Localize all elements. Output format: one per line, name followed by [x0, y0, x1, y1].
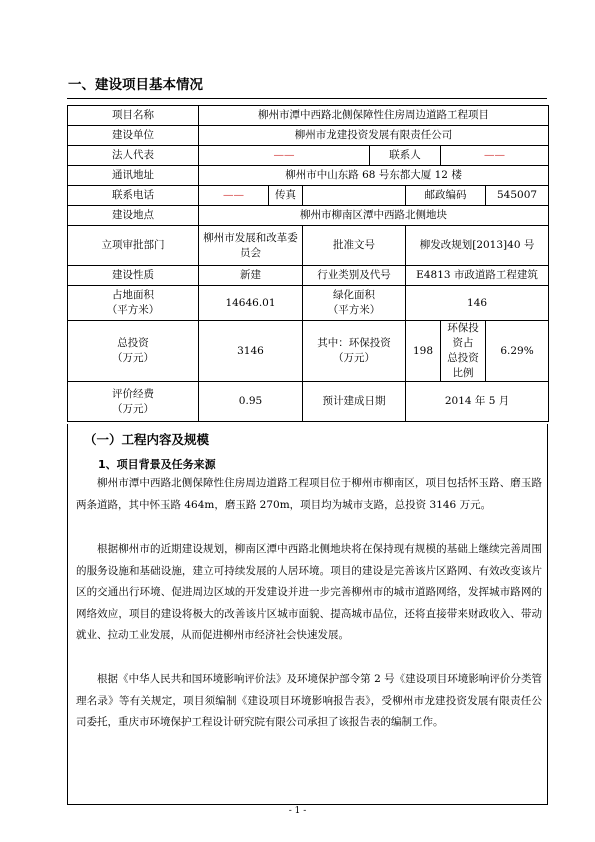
section-heading: （一）工程内容及规模 — [84, 432, 210, 447]
value-address: 柳州市中山东路 68 号东都大厦 12 楼 — [199, 166, 549, 186]
value-postcode: 545007 — [486, 186, 549, 206]
value-land-area: 14646.01 — [199, 286, 303, 321]
row-phone — [68, 186, 549, 206]
value-fax — [303, 186, 406, 206]
label-legal-rep: 法人代表 — [68, 146, 199, 166]
label-approval-no: 批准文号 — [303, 226, 406, 266]
label-fax: 传真 — [269, 186, 303, 206]
label-contact: 联系人 — [370, 146, 441, 166]
label-completion-date: 预计建成日期 — [303, 382, 406, 422]
label-env-ratio — [441, 321, 486, 382]
row-investment — [68, 321, 549, 382]
label-env-investment-b: （万元） — [333, 352, 375, 364]
label-env-investment — [303, 321, 406, 382]
label-eval-fee-a: 评价经费 — [112, 387, 154, 400]
row-address — [68, 166, 549, 186]
label-total-investment-b: （万元） — [112, 352, 154, 364]
page-number: - 1 - — [288, 806, 307, 816]
subsection-heading: 1、项目背景及任务来源 — [98, 458, 216, 471]
row-legal-rep — [68, 146, 549, 166]
value-contact: —— — [441, 146, 549, 166]
label-land-area-a: 占地面积 — [112, 289, 154, 301]
value-approval-no: 柳发改规划[2013]40 号 — [406, 226, 549, 266]
label-industry: 行业类别及代号 — [303, 266, 406, 286]
label-builder: 建设单位 — [68, 126, 199, 146]
paragraph-1: 柳州市潭中西路北侧保障性住房周边道路工程项目位于柳州市柳南区，项目包括怀玉路、磨玉路两条道路，其中怀玉路 464m，磨玉路 270m，项目均为城市支路，总投资 3146 万元。 — [76, 477, 542, 511]
value-green-area: 146 — [406, 286, 549, 321]
label-env-investment-a: 其中：环保投资 — [317, 337, 391, 349]
label-green-area-b: （平方米） — [327, 304, 381, 316]
value-nature: 新建 — [199, 266, 303, 286]
row-area — [68, 286, 549, 321]
row-location — [68, 206, 549, 226]
label-approval-dept: 立项审批部门 — [68, 226, 199, 266]
label-postcode: 邮政编码 — [406, 186, 486, 206]
label-green-area — [303, 286, 406, 321]
value-approval-dept: 柳州市发展和改革委员会 — [199, 226, 303, 266]
label-env-ratio-b: 总投资比例 — [447, 352, 479, 379]
row-approval — [68, 226, 549, 266]
value-industry: E4813 市政道路工程建筑 — [406, 266, 549, 286]
label-eval-fee — [68, 382, 199, 422]
row-builder — [68, 126, 549, 146]
label-total-investment — [68, 321, 199, 382]
section-title: 一、建设项目基本情况 — [68, 77, 203, 93]
value-project-name: 柳州市潭中西路北侧保障性住房周边道路工程项目 — [199, 106, 549, 126]
value-eval-fee: 0.95 — [199, 382, 303, 422]
label-land-area-b: （平方米） — [106, 304, 160, 316]
row-project-name — [68, 106, 549, 126]
label-green-area-a: 绿化面积 — [333, 289, 375, 301]
value-total-investment: 3146 — [199, 321, 303, 382]
value-phone: —— — [199, 186, 269, 206]
value-env-investment: 198 — [406, 321, 441, 382]
label-nature: 建设性质 — [68, 266, 199, 286]
label-project-name: 项目名称 — [68, 106, 199, 126]
row-evaluation — [68, 382, 549, 422]
value-env-ratio: 6.29% — [486, 321, 549, 382]
value-legal-rep: —— — [199, 146, 370, 166]
label-eval-fee-b: （万元） — [112, 402, 154, 415]
label-address: 通讯地址 — [68, 166, 199, 186]
value-completion-date: 2014 年 5 月 — [406, 382, 549, 422]
label-land-area — [68, 286, 199, 321]
heading-rule — [67, 98, 547, 99]
value-builder: 柳州市龙建投资发展有限责任公司 — [199, 126, 549, 146]
label-total-investment-a: 总投资 — [117, 337, 149, 349]
row-nature — [68, 266, 549, 286]
value-location: 柳州市柳南区潭中西路北侧地块 — [199, 206, 549, 226]
label-env-ratio-a: 环保投资占 — [447, 322, 479, 349]
project-info-table — [67, 105, 549, 422]
paragraph-3: 根据《中华人民共和国环境影响评价法》及环境保护部令第 2 号《建设项目环境影响评价分类管理名录》等有关规定，项目须编制《建设项目环境影响报告表》，受柳州市龙建投资发展有限责任公司委托，重庆市环境保护工程设计研究院有限公司承担了该报告表的编制工作。 — [76, 673, 542, 728]
paragraph-2: 根据柳州市的近期建设规划，柳南区潭中西路北侧地块将在保持现有规模的基础上继续完善周围的服务设施和基础设施，建立可持续发展的人居环境。项目的建设是完善该片区路网、有效改变该片区的交通出行环境、促进周边区域的开发建设并进一步完善柳州市的城市道路网络，发挥城市路网的网络效应，项目的建设将极大的改善该片区城市面貌、提高城市品位，还将直接带来财政收入、带动就业、拉动工业发展，从而促进柳州市经济社会快速发展。 — [76, 543, 542, 641]
label-location: 建设地点 — [68, 206, 199, 226]
label-phone: 联系电话 — [68, 186, 199, 206]
